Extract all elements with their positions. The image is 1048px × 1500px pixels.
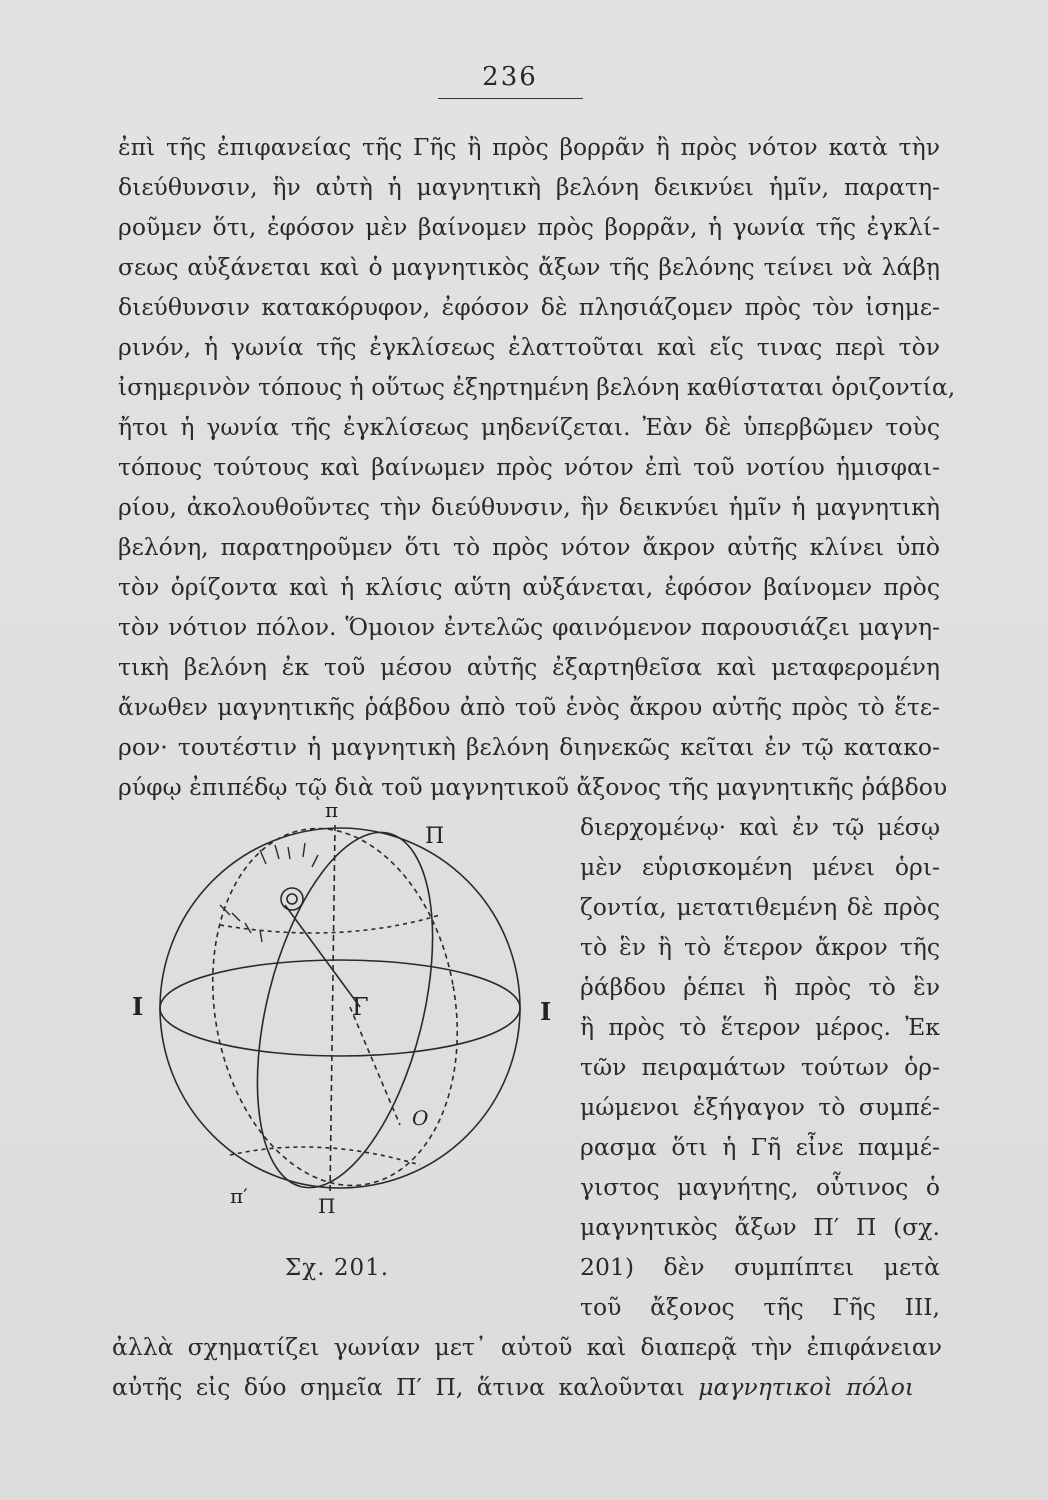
side-text-line: τοῦ ἄξονος τῆς Γῆς ΙΙΙ, — [580, 1293, 940, 1321]
label-center-gamma: Γ — [352, 993, 369, 1021]
text-line-last-plain: αὐτῆς εἰς δύο σημεῖα Π′ Π, ἅτινα καλοῦνται — [112, 1373, 685, 1401]
compass-circle — [281, 888, 303, 910]
side-text-line: γιστος μαγνήτης, οὗτινος ὁ — [580, 1173, 940, 1201]
side-text-line: τῶν πειραμάτων τούτων ὁρ- — [580, 1053, 940, 1081]
needle-line — [285, 905, 360, 1007]
text-line: διεύθυνσιν κατακόρυφον, ἐφόσον δὲ πλησιάζομεν πρὸς τὸν ἰσημε- — [118, 293, 940, 321]
side-text-line: μώμενοι ἐξήγαγον τὸ συμπέ- — [580, 1093, 940, 1121]
side-text-line: 201) δὲν συμπίπτει μετὰ — [580, 1253, 940, 1281]
text-line: ἰσημερινὸν τόπους ἡ οὕτως ἐξηρτημένη βελόνη καθίσταται ὁριζοντία, — [118, 373, 956, 401]
side-text-line: ρασμα ὅτι ἡ Γῆ εἶνε παμμέ- — [580, 1133, 940, 1161]
text-line: ρίου, ἀκολουθοῦντες τὴν διεύθυνσιν, ἣν δεικνύει ἡμῖν ἡ μαγνητικὴ — [118, 493, 940, 521]
header-rule — [438, 98, 583, 99]
text-line-last — [112, 1372, 942, 1402]
text-line: βελόνη, παρατηροῦμεν ὅτι τὸ πρὸς νότον ἄκρον αὐτῆς κλίνει ὑπὸ — [118, 533, 940, 561]
text-line: ἀλλὰ σχηματίζει γωνίαν μετ᾽ αὐτοῦ καὶ διαπερᾷ τὴν ἐπιφάνειαν — [112, 1333, 942, 1361]
parallel-dashed — [220, 915, 440, 933]
compass-inner — [287, 894, 297, 904]
text-line: τὸν ὁρίζοντα καὶ ἡ κλίσις αὕτη αὐξάνεται, ἐφόσον βαίνομεν πρὸς — [118, 573, 940, 601]
text-line: ρινόν, ἡ γωνία τῆς ἐγκλίσεως ἐλαττοῦται καὶ εἴς τινας περὶ τὸν — [118, 333, 940, 361]
label-top-pi: π — [325, 798, 339, 822]
label-omicron: Ο — [412, 1106, 429, 1130]
lower-parallel-dashed — [230, 1147, 420, 1165]
side-text-line: ἢ πρὸς τὸ ἕτερον μέρος. Ἐκ — [580, 1013, 940, 1041]
text-line: διεύθυνσιν, ἣν αὐτὴ ἡ μαγνητικὴ βελόνη δεικνύει ἡμῖν, παρατη- — [118, 173, 940, 201]
label-left-i: Ι — [132, 992, 144, 1021]
side-text-line: μὲν εὑρισκομένη μένει ὁρι- — [580, 853, 940, 881]
label-bottom-pi: Π — [318, 1194, 336, 1215]
magnetic-axis-lower — [350, 1007, 400, 1125]
figure-201-globe-diagram — [120, 795, 560, 1215]
label-top-right-pi: Π — [425, 824, 445, 849]
text-line: ρον· τουτέστιν ἡ μαγνητικὴ βελόνη διηνεκῶς κεῖται ἐν τῷ κατακο- — [118, 733, 940, 761]
side-text-line: διερχομένῳ· καὶ ἐν τῷ μέσῳ — [580, 813, 940, 841]
side-text-line: μαγνητικὸς ἄξων Π′ Π (σχ. — [580, 1213, 940, 1241]
text-line: ροῦμεν ὅτι, ἐφόσον μὲν βαίνομεν πρὸς βορρᾶν, ἡ γωνία τῆς ἐγκλί- — [118, 213, 940, 241]
side-text-line: τὸ ἓν ἢ τὸ ἕτερον ἄκρον τῆς — [580, 933, 940, 961]
text-line: τικὴ βελόνη ἐκ τοῦ μέσου αὐτῆς ἐξαρτηθεῖσα καὶ μεταφερομένη — [118, 653, 940, 681]
label-bottom-left-pi: π′ — [230, 1184, 248, 1208]
side-text-line: ῥάβδου ῥέπει ἢ πρὸς τὸ ἓν — [580, 973, 940, 1001]
figure-caption: Σχ. 201. — [285, 1255, 390, 1281]
side-text-line: ζοντία, μετατιθεμένη δὲ πρὸς — [580, 893, 940, 921]
text-line: σεως αὐξάνεται καὶ ὁ μαγνητικὸς ἄξων τῆς βελόνης τείνει νὰ λάβῃ — [118, 253, 940, 281]
earth-axis — [330, 825, 335, 1195]
text-line: ἄνωθεν μαγνητικῆς ῥάβδου ἀπὸ τοῦ ἑνὸς ἄκρου αὐτῆς πρὸς τὸ ἕτε- — [118, 693, 940, 721]
meridian-solid — [225, 815, 464, 1206]
magnetic-globe-svg — [120, 795, 560, 1215]
text-line: τόπους τούτους καὶ βαίνωμεν πρὸς νότον ἐπὶ τοῦ νοτίου ἡμισφαι- — [118, 453, 940, 481]
label-right-i: Ι — [540, 997, 552, 1026]
page-number: 236 — [482, 62, 538, 92]
text-line: ρύφῳ ἐπιπέδῳ τῷ διὰ τοῦ μαγνητικοῦ ἄξονος τῆς μαγνητικῆς ῥάβδου — [118, 773, 948, 801]
needle-marks — [220, 843, 318, 942]
text-line: ἐπὶ τῆς ἐπιφανείας τῆς Γῆς ἢ πρὸς βορρᾶν ἢ πρὸς νότον κατὰ τὴν — [118, 133, 940, 161]
text-line: ἤτοι ἡ γωνία τῆς ἐγκλίσεως μηδενίζεται. Ἐὰν δὲ ὑπερβῶμεν τοὺς — [118, 413, 940, 441]
text-line: τὸν νότιον πόλον. Ὅμοιον ἐντελῶς φαινόμενον παρουσιάζει μαγνη- — [118, 613, 940, 641]
magnetic-poles-term: μαγνητικοὶ πόλοι — [698, 1373, 915, 1401]
